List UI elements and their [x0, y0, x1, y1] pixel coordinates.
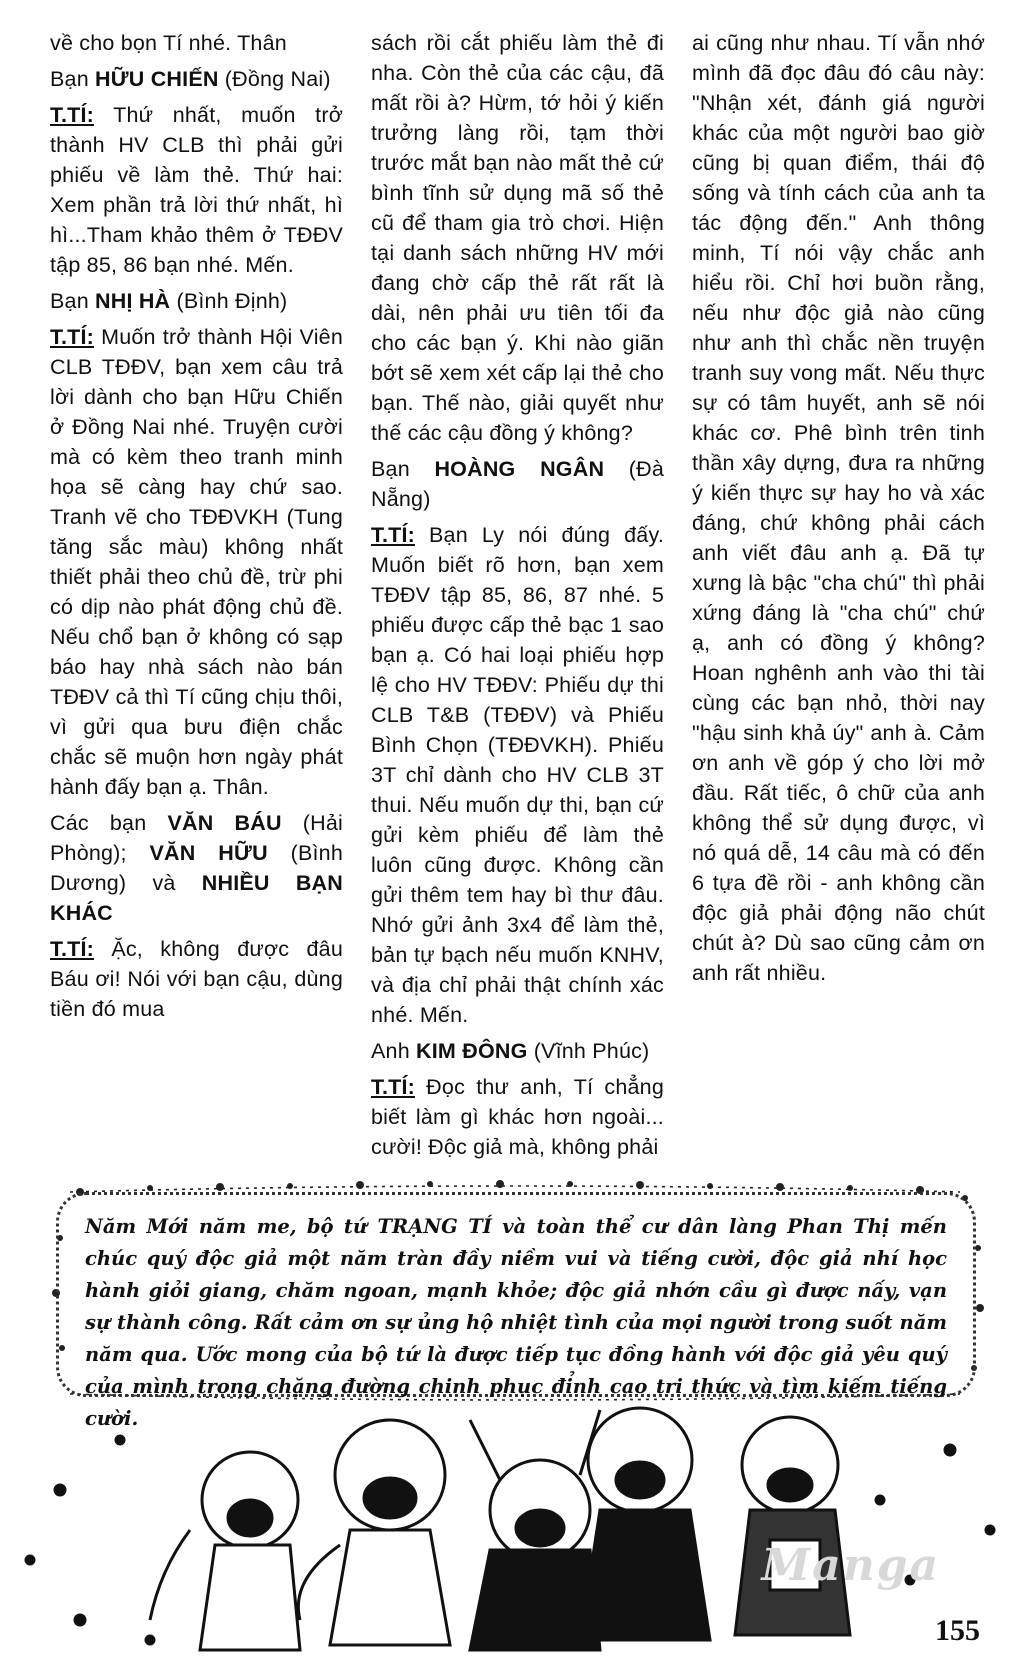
sender-prefix: Bạn [50, 67, 96, 91]
letter-sender [371, 1036, 664, 1066]
watermark: Manga [761, 1540, 940, 1591]
sender-location: (Đà Nẵng) [371, 457, 665, 511]
sender-location: (Bình Định) [170, 289, 288, 313]
sender-name: VĂN BÁU [167, 811, 282, 835]
reply-paragraph [50, 934, 343, 1024]
letter-senders [50, 808, 343, 928]
paragraph-text: về cho bọn Tí nhé. Thân [50, 31, 287, 55]
reply-tag: T.TÍ: [50, 937, 94, 961]
paragraph-text: sách rồi cắt phiếu làm thẻ đi nha. Còn thẻ của các cậu, đã mất rồi à? Hừm, tớ hỏi ý kiến trưởng làng rồi, tạm thời trước mắt bạn nào mất thẻ cứ bình tĩnh sử dụng mã số thẻ cũ để tham gia trò chơi. Hiện tại danh sách những HV mới đang chờ cấp thẻ rất rất là dài, nên phải ưu tiên tối đa cho các bạn ý. Khi nào giãn bớt sẽ xem xét cấp lại thẻ cho bạn. Thế nào, giải quyết như thế các cậu đồng ý không? [371, 31, 664, 445]
reply-paragraph [50, 322, 343, 802]
sender-location: (Bình Dương) và [50, 841, 343, 895]
continued-text [692, 28, 985, 988]
reply-paragraph [50, 100, 343, 280]
sender-name: HỮU CHIẾN [95, 67, 219, 91]
sender-prefix: Anh [371, 1039, 417, 1063]
paragraph-text: ai cũng như nhau. Tí vẫn nhớ mình đã đọc đâu đó câu này: "Nhận xét, đánh giá người khác của một người bao giờ cũng bị quan điểm, thái độ sống và tính cách của anh ta tác động đến." Anh thông minh, Tí nói vậy chắc anh hiểu rồi. Chỉ hơi buồn rằng, nếu như độc giả nào cũng như anh thì chắc nền truyện tranh suy vong mất. Nếu thực sự có tâm huyết, anh sẽ nói khác cơ. Phê bình trên tinh thần xây dựng, đưa ra những ý kiến thực sự hay ho và xác đáng, chứ không phải cách anh viết đâu anh ạ. Đã tự xưng là bậc "cha chú" thì phải xứng đáng là "cha chú" chứ ạ, anh có đồng ý không? Hoan nghênh anh vào thi tài cùng các bạn nhỏ, thời nay "hậu sinh khả úy" anh à. Cảm ơn anh về góp ý cho lời mở đầu. Rất tiếc, ô chữ của anh không thể sử dụng được, vì nó quá dễ, 14 câu mà có đến 6 tựa đề rồi - anh không cần độc giả phải động não chút chút à? Dù sao cũng cảm ơn anh rất nhiều. [692, 31, 985, 985]
reply-text: Thứ nhất, muốn trở thành HV CLB thì phải gửi phiếu về làm thẻ. Thứ hai: Xem phần trả lời thứ nhất, hì hì...Tham khảo thêm ở TĐĐV tập 85, 86 bạn nhé. Mến. [50, 103, 343, 277]
letter-sender [371, 454, 664, 514]
sender-location: (Vĩnh Phúc) [527, 1039, 650, 1063]
sender-prefix: Bạn [371, 457, 435, 481]
reply-tag: T.TÍ: [50, 325, 94, 349]
reply-text: Muốn trở thành Hội Viên CLB TĐĐV, bạn xem câu trả lời dành cho bạn Hữu Chiến ở Đồng Nai nhé. Truyện cười mà có kèm theo tranh minh họa sẽ càng hay chứ sao. Tranh vẽ cho TĐĐVKH (Tung tăng sắc màu) không nhất thiết phải theo chủ đề, trừ phi có dịp nào phát động chủ đề. Nếu chổ bạn ở không có sạp báo hay nhà sách nào bán TĐĐV cả thì Tí cũng chịu thôi, vì gửi qua bưu điện chắc chắc sẽ muộn hơn ngày phát hành đấy bạn ạ. Thân. [50, 325, 343, 799]
reply-text: Đọc thư anh, Tí chẳng biết làm gì khác hơn ngoài... cười! Độc giả mà, không phải [371, 1075, 664, 1159]
reply-text: Ặc, không được đâu Báu ơi! Nói với bạn cậu, dùng tiền đó mua [50, 937, 343, 1021]
reply-paragraph [371, 1072, 664, 1162]
sender-name: NHIỀU BẠN KHÁC [50, 871, 343, 925]
reply-tag: T.TÍ: [50, 103, 94, 127]
letter-sender [50, 286, 343, 316]
sender-prefix: Bạn [50, 289, 96, 313]
column-3 [692, 28, 985, 1168]
greeting-text: Năm Mới năm me, bộ tứ TRẠNG TÍ và toàn thể cư dân làng Phan Thị mến chúc quý độc giả một năm tràn đầy niềm vui và tiếng cười, độc giả nhí học hành giỏi giang, chăm ngoan, mạnh khỏe; độc giả nhớn cầu gì được nấy, vạn sự thành công. Rất cảm ơn sự ủng hộ nhiệt tình của mọi người trong suốt năm năm qua. Ước mong của bộ tứ là được tiếp tục đồng hành với độc giả yêu quý của mình trong chặng đường chinh phục đỉnh cao tri thức và tìm kiếm tiếng cười. [85, 1215, 947, 1430]
reply-tag: T.TÍ: [371, 523, 415, 547]
reply-text: Bạn Ly nói đúng đấy. Muốn biết rõ hơn, bạn xem TĐĐV tập 85, 86, 87 nhé. 5 phiếu được cấp thẻ bạc 1 sao bạn ạ. Có hai loại phiếu hợp lệ cho HV TĐĐV: Phiếu dự thi CLB T&B (TĐĐV) và Phiếu Bình Chọn (TĐĐVKH). Phiếu 3T chỉ dành cho HV CLB 3T thui. Nếu muốn dự thi, bạn cứ gửi kèm phiếu để làm thẻ luôn cũng được. Không cần gửi thêm tem hay bì thư đâu. Nhớ gửi ảnh 3x4 để làm thẻ, bản tự bạch nếu muốn KNHV, và địa chỉ phải thật chính xác nhé. Mến. [371, 523, 664, 1027]
sender-name: KIM ĐÔNG [416, 1039, 528, 1063]
continued-text [50, 28, 343, 58]
reply-paragraph [371, 520, 664, 1030]
sender-prefix: Các bạn [50, 811, 168, 835]
page-number: 155 [935, 1614, 980, 1647]
letter-sender [50, 64, 343, 94]
new-year-greeting-box [56, 1192, 976, 1430]
column-2 [371, 28, 664, 1168]
sender-name: HOÀNG NGÂN [434, 457, 605, 481]
sender-location: (Đồng Nai) [218, 67, 331, 91]
sender-name: VĂN HỮU [149, 841, 268, 865]
letters-columns [50, 28, 985, 1168]
laughing-children-illustration [0, 1380, 1020, 1662]
sender-name: NHỊ HÀ [95, 289, 171, 313]
sender-location: (Hải Phòng); [50, 811, 343, 865]
reply-tag: T.TÍ: [371, 1075, 415, 1099]
continued-text [371, 28, 664, 448]
column-1 [50, 28, 343, 1168]
